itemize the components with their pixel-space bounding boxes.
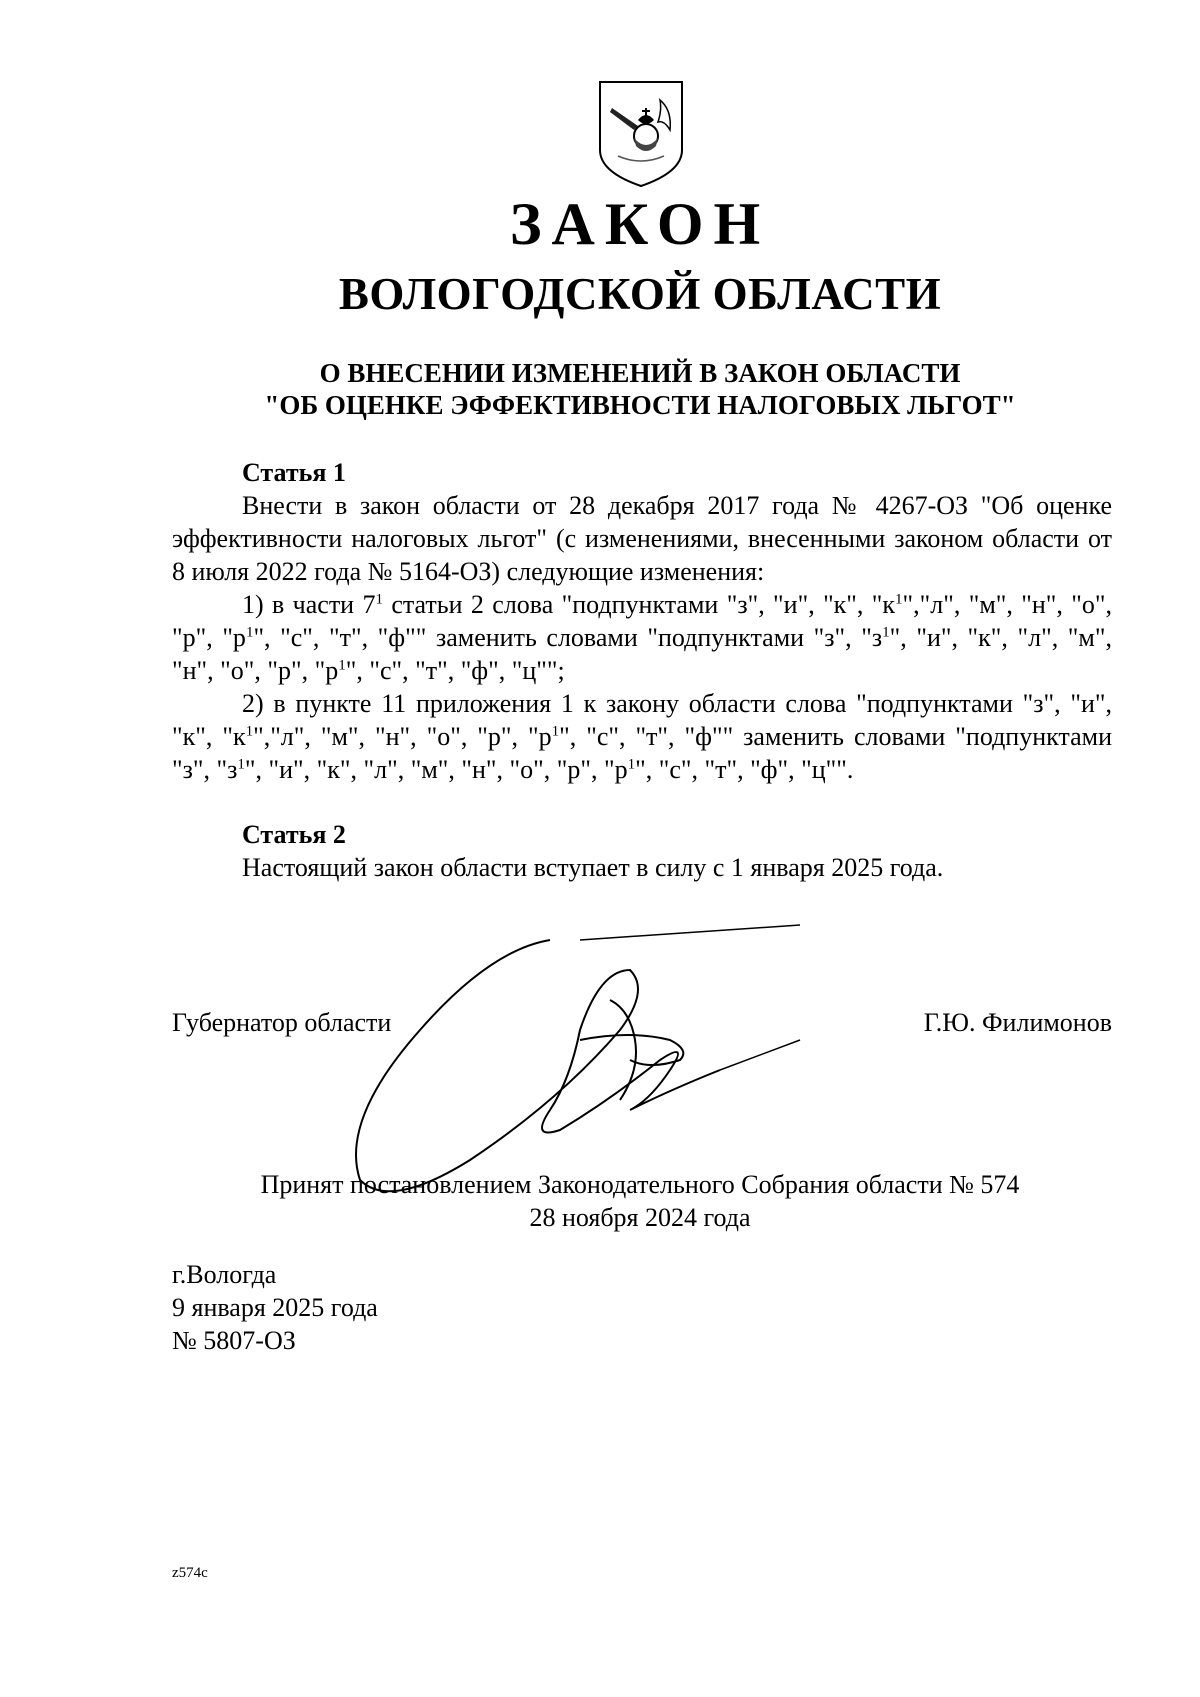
article-1-intro: Внести в закон области от 28 декабря 2017 года № 4267-ОЗ "Об оценке эффективности налоговых льгот" (с изменениями, внесенными законом области от 8 июля 2022 года № 5164-ОЗ) следующие изменения: [172, 491, 1112, 586]
article-1-item-2: 2) в пункте 11 приложения 1 к закону области слова "подпунктами "з", "и", "к", "$к^1","л$", "м", "н", "о", "р", "$р^1$", "с", "т", "ф"" заменить словами "подпунктами "з", "$з^1$", "и", "к", "л", "м", "н", "о", "р", "$р^1$", "с", "т", "ф", "ц"". [172, 689, 1113, 784]
adoption-line-2: 28 ноября 2024 года [529, 1203, 751, 1232]
issue-date: 9 января 2025 года [172, 1293, 378, 1322]
signer-position: Губернатор области [172, 1008, 392, 1037]
law-heading [0, 357, 1200, 421]
adoption-line-1: Принят постановлением Законодательного Собрания области № 574 [260, 1170, 1020, 1199]
article-2-title: Статья 2 [242, 820, 346, 849]
issue-details [172, 1258, 378, 1357]
signer-name: Г.Ю. Филимонов [923, 1008, 1112, 1037]
article-1 [172, 456, 1112, 786]
document-code: z574c [172, 1565, 208, 1581]
law-heading-line-1: О ВНЕСЕНИИ ИЗМЕНЕНИЙ В ЗАКОН ОБЛАСТИ [319, 358, 961, 388]
document-subtitle: ВОЛОГОДСКОЙ ОБЛАСТИ [338, 269, 942, 319]
law-number: № 5807-ОЗ [172, 1326, 296, 1355]
law-heading-line-2: "ОБ ОЦЕНКЕ ЭФФЕКТИВНОСТИ НАЛОГОВЫХ ЛЬГОТ" [264, 390, 1016, 420]
adoption-info [0, 1168, 1200, 1234]
document-title: ЗАКОН [509, 191, 771, 257]
article-2-text: Настоящий закон области вступает в силу с 1 января 2025 года. [242, 853, 944, 882]
article-1-title: Статья 1 [242, 458, 346, 487]
article-2 [172, 818, 1112, 884]
article-1-item-1: 1) в части $7^1$ статьи 2 слова "подпунктами "з", "и", "к", "$к^1","л$", "м", "н", "о", "р", "$р^1$", "с", "т", "ф"" заменить словами "подпунктами "з", "$з^1$", "и", "к", "л", "м", "н", "о", "р", "$р^1$", "с", "т", "ф", "ц""; [172, 590, 1112, 685]
issue-city: г.Вологда [172, 1260, 277, 1289]
coat-of-arms-icon [598, 80, 684, 188]
